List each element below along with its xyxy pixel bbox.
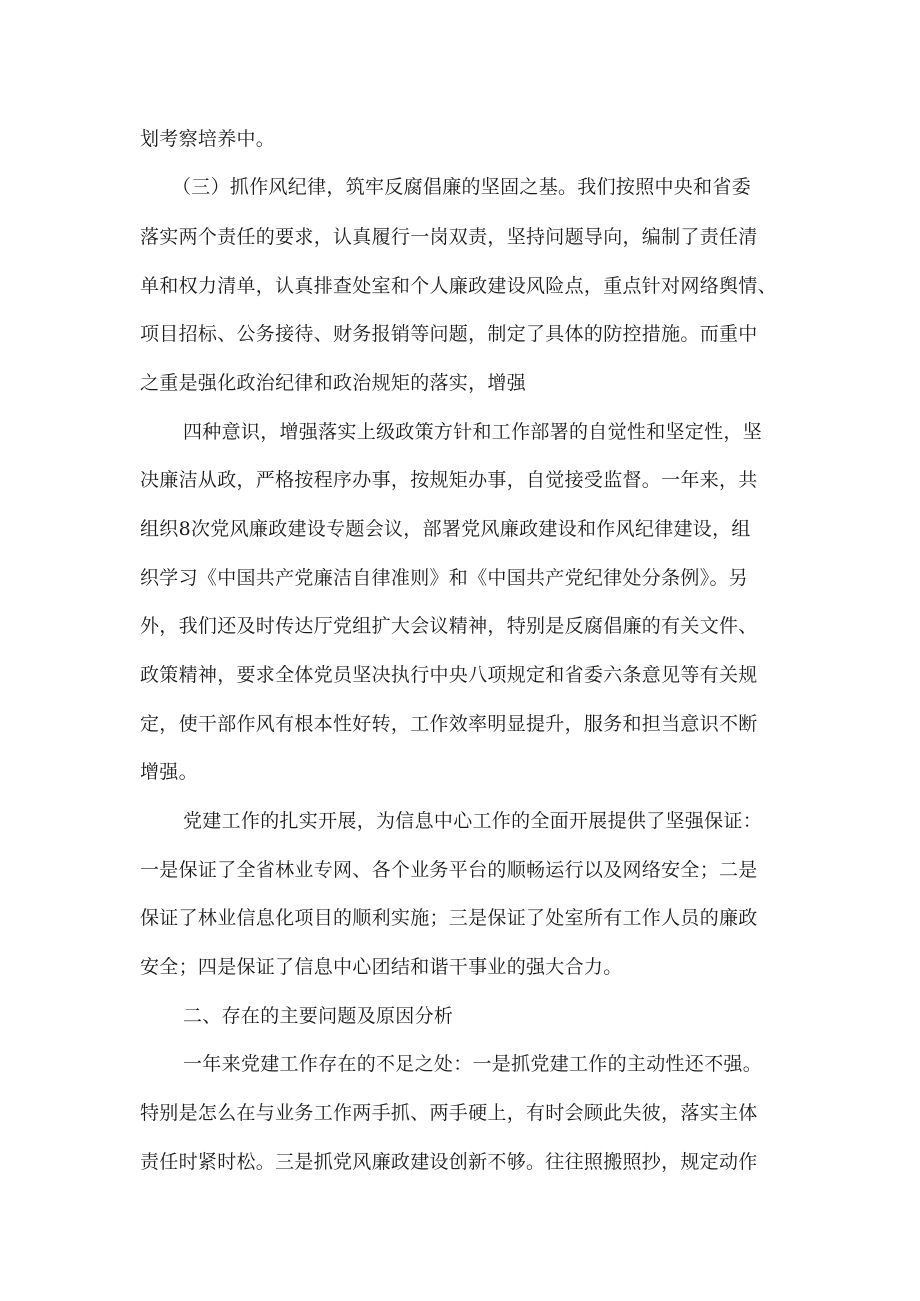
text-line: 项目招标、公务接待、财务报销等问题，制定了具体的防控措施。而重中 [140,323,758,345]
text-line: 增强。 [140,761,198,783]
text-line: 组织8次党风廉政建设专题会议，部署党风廉政建设和作风纪律建设，组 [140,518,751,540]
paragraph-start-line: 四种意识，增强落实上级政策方针和工作部署的自觉性和坚定性，坚 [183,421,763,443]
text-line: 政策精神，要求全体党员坚决执行中央八项规定和省委六条意见等有关规 [140,664,758,686]
text-line: 定，使干部作风有根本性好转，工作效率明显提升，服务和担当意识不断 [140,713,758,735]
paragraph-start-line: 一年来党建工作存在的不足之处：一是抓党建工作的主动性还不强。 [183,1053,763,1075]
text-line: 单和权力清单，认真排查处室和个人廉政建设风险点，重点针对网络舆情、 [140,275,777,297]
text-line: 一是保证了全省林业专网、各个业务平台的顺畅运行以及网络安全；二是 [140,859,758,881]
text-line: 划考察培养中。 [140,128,276,150]
text-line: 保证了林业信息化项目的顺利实施；三是保证了处室所有工作人员的廉政 [140,907,758,929]
text-line: 之重是强化政治纪律和政治规矩的落实，增强 [140,372,527,394]
text-line: 决廉洁从政，严格按程序办事，按规矩办事，自觉接受监督。一年来，共 [140,469,758,491]
text-line: 责任时紧时松。三是抓党风廉政建设创新不够。往往照搬照抄，规定动作 [140,1151,758,1173]
text-line: 织学习《中国共产党廉洁自律准则》和《中国共产党纪律处分条例》。另 [140,567,749,589]
text-line: 外，我们还及时传达厅党组扩大会议精神，特别是反腐倡廉的有关文件、 [140,615,758,637]
section-heading-line: （三）抓作风纪律，筑牢反腐倡廉的坚固之基。我们按照中央和省委 [172,176,752,198]
text-line: 特别是怎么在与业务工作两手抓、两手硬上，有时会顾此失彼，落实主体 [140,1102,758,1124]
section-heading: 二、存在的主要问题及原因分析 [183,1005,454,1027]
text-line: 安全；四是保证了信息中心团结和谐干事业的强大合力。 [140,956,623,978]
text-line: 落实两个责任的要求，认真履行一岗双责，坚持问题导向，编制了责任清 [140,226,758,248]
paragraph-start-line: 党建工作的扎实开展，为信息中心工作的全面开展提供了坚强保证： [183,810,763,832]
